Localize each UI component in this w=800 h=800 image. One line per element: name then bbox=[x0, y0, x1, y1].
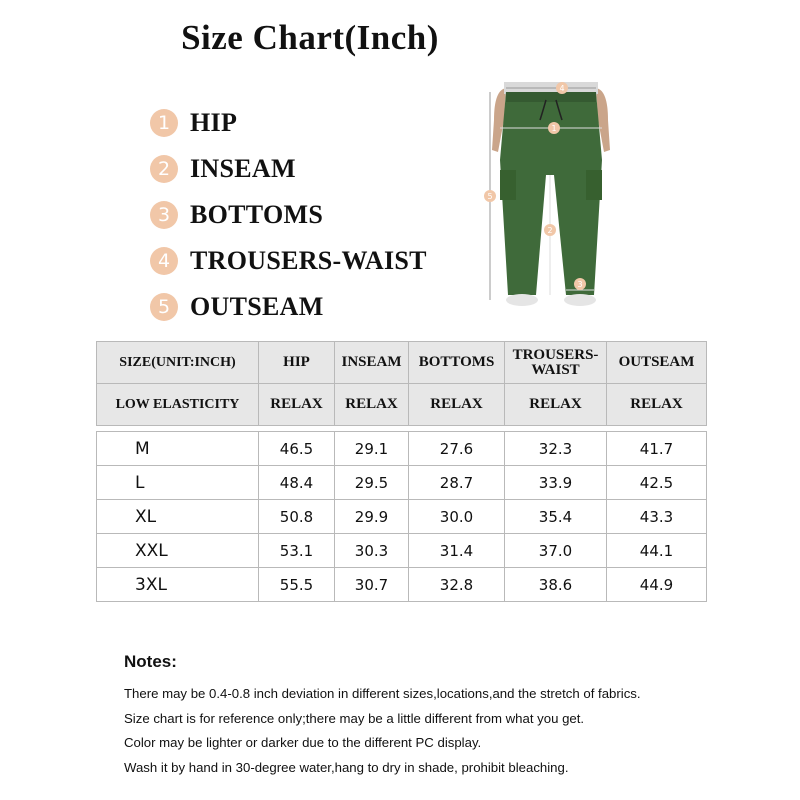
note-line: There may be 0.4-0.8 inch deviation in different sizes,locations,and the stretch of fabrics. bbox=[124, 686, 641, 701]
value-cell: 37.0 bbox=[505, 534, 607, 568]
value-cell: 46.5 bbox=[259, 432, 335, 466]
note-line: Color may be lighter or darker due to the different PC display. bbox=[124, 735, 482, 750]
subheader-cell-elasticity: LOW ELASTICITY bbox=[97, 384, 259, 426]
page-title: Size Chart(Inch) bbox=[181, 18, 439, 57]
value-cell: 53.1 bbox=[259, 534, 335, 568]
value-cell: 30.3 bbox=[335, 534, 409, 568]
notes-title: Notes: bbox=[124, 652, 177, 671]
table-row bbox=[97, 534, 707, 568]
legend-item-trousers-waist bbox=[150, 238, 427, 284]
value-cell: 29.9 bbox=[335, 500, 409, 534]
legend-item-bottoms bbox=[150, 192, 427, 238]
value-cell: 30.7 bbox=[335, 568, 409, 602]
header-cell-trousers-waist: TROUSERS-WAIST bbox=[505, 342, 607, 384]
waistband bbox=[506, 92, 596, 102]
header-cell-outseam: OUTSEAM bbox=[607, 342, 707, 384]
marker-label: 1 bbox=[551, 124, 557, 133]
header-cell-bottoms: BOTTOMS bbox=[409, 342, 505, 384]
table-row bbox=[97, 466, 707, 500]
header-cell-inseam: INSEAM bbox=[335, 342, 409, 384]
subheader-cell: RELAX bbox=[335, 384, 409, 426]
cargo-pocket bbox=[500, 170, 516, 200]
value-cell: 48.4 bbox=[259, 466, 335, 500]
legend-label: OUTSEAM bbox=[190, 292, 324, 321]
value-cell: 50.8 bbox=[259, 500, 335, 534]
marker-4 bbox=[556, 82, 568, 94]
table-row bbox=[97, 432, 707, 466]
table-row bbox=[97, 500, 707, 534]
header-cell-hip: HIP bbox=[259, 342, 335, 384]
marker-5 bbox=[484, 190, 496, 202]
legend-item-hip bbox=[150, 100, 427, 146]
marker-label: 4 bbox=[559, 84, 565, 93]
subheader-cell: RELAX bbox=[607, 384, 707, 426]
legend-number-badge: 1 bbox=[150, 109, 178, 137]
value-cell: 29.5 bbox=[335, 466, 409, 500]
legend-label: BOTTOMS bbox=[190, 200, 324, 229]
marker-3 bbox=[574, 278, 586, 290]
size-cell: M bbox=[97, 432, 259, 466]
value-cell: 55.5 bbox=[259, 568, 335, 602]
legend-number-badge: 2 bbox=[150, 155, 178, 183]
value-cell: 31.4 bbox=[409, 534, 505, 568]
value-cell: 27.6 bbox=[409, 432, 505, 466]
value-cell: 28.7 bbox=[409, 466, 505, 500]
measurement-legend bbox=[150, 100, 427, 330]
table-header-row bbox=[97, 342, 707, 384]
legend-number-badge: 4 bbox=[150, 247, 178, 275]
value-cell: 32.3 bbox=[505, 432, 607, 466]
marker-label: 5 bbox=[487, 192, 493, 201]
subheader-cell: RELAX bbox=[259, 384, 335, 426]
size-cell: L bbox=[97, 466, 259, 500]
value-cell: 44.9 bbox=[607, 568, 707, 602]
notes-section bbox=[124, 652, 641, 780]
value-cell: 33.9 bbox=[505, 466, 607, 500]
marker-label: 2 bbox=[547, 226, 553, 235]
cargo-pocket bbox=[586, 170, 602, 200]
value-cell: 42.5 bbox=[607, 466, 707, 500]
legend-number-badge: 5 bbox=[150, 293, 178, 321]
legend-label: HIP bbox=[190, 108, 238, 137]
size-cell: 3XL bbox=[97, 568, 259, 602]
value-cell: 41.7 bbox=[607, 432, 707, 466]
value-cell: 35.4 bbox=[505, 500, 607, 534]
shoe bbox=[506, 294, 538, 306]
table-row bbox=[97, 568, 707, 602]
pants-model-illustration bbox=[484, 80, 618, 312]
legend-number-badge: 3 bbox=[150, 201, 178, 229]
legend-item-outseam bbox=[150, 284, 427, 330]
value-cell: 30.0 bbox=[409, 500, 505, 534]
note-line: Size chart is for reference only;there may be a little different from what you get. bbox=[124, 710, 585, 726]
table-subheader-row bbox=[97, 384, 707, 426]
value-cell: 38.6 bbox=[505, 568, 607, 602]
value-cell: 29.1 bbox=[335, 432, 409, 466]
subheader-cell: RELAX bbox=[505, 384, 607, 426]
legend-label: INSEAM bbox=[190, 154, 296, 183]
marker-2 bbox=[544, 224, 556, 236]
size-cell: XL bbox=[97, 500, 259, 534]
size-cell: XXL bbox=[97, 534, 259, 568]
marker-label: 3 bbox=[577, 280, 583, 289]
subheader-cell: RELAX bbox=[409, 384, 505, 426]
shoe bbox=[564, 294, 596, 306]
size-chart-table bbox=[96, 341, 707, 602]
pants-model-figure bbox=[484, 80, 618, 312]
value-cell: 43.3 bbox=[607, 500, 707, 534]
note-line: Wash it by hand in 30-degree water,hang to dry in shade, prohibit bleaching. bbox=[124, 759, 569, 775]
marker-1 bbox=[548, 122, 560, 134]
legend-label: TROUSERS-WAIST bbox=[190, 246, 427, 275]
value-cell: 44.1 bbox=[607, 534, 707, 568]
legend-item-inseam bbox=[150, 146, 427, 192]
header-cell-size-unit: SIZE(UNIT:INCH) bbox=[97, 342, 259, 384]
value-cell: 32.8 bbox=[409, 568, 505, 602]
